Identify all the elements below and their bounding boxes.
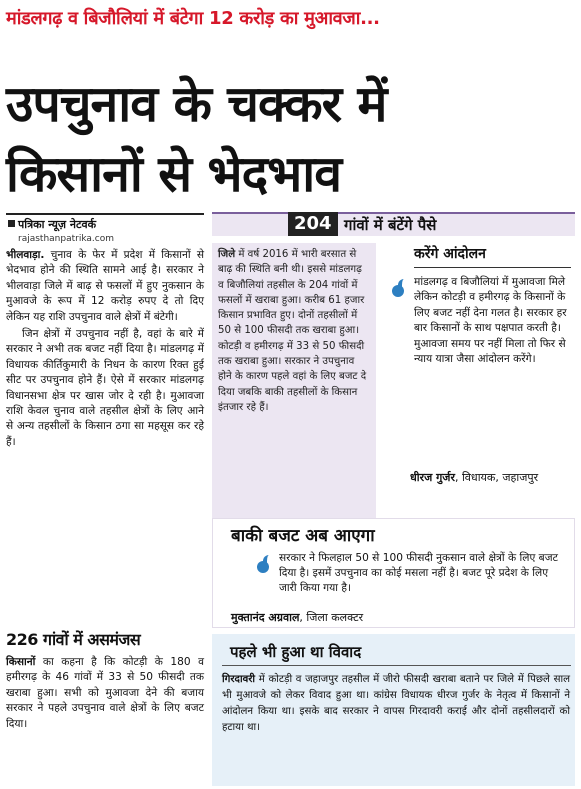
middle-story-box [212,243,376,535]
previous-body: में कोटड़ी व जहाजपुर तहसील में जीरो फीसदी खराबा बताने पर जिले में पिछले साल भी मुआवजे को लेकर विवाद हुआ था। कांग्रेस विधायक धीरज गुर्जर के नेतृत्व में किसानों ने आंदोलन किया था। इसके बाद सरकार ने वापस गिरदावरी कराई और दोनों तहसीलदारों को हटाया था। [222,674,570,733]
subheading-226-villages: 226 गांवों में असमंजस [6,630,141,649]
collector-quote-box [212,518,575,628]
kicker-headline: मांडलगढ़ व बिजौलियां में बंटेगा 12 करोड़ का मुआवजा... [6,8,380,29]
story-text-1: चुनाव के फेर में प्रदेश में किसानों से भेदभाव होने की स्थिति सामने आई है। सरकार ने भीलवाड़ा जिले में बाढ़ से फसलों में हुए नुकसान के मुआवजे के रूप में 12 करोड़ रुपए दे तो दिए लेकिन यह राशि उपचुनाव वाले क्षेत्रों में बंटेगी। [6,249,204,323]
previous-lead-word: गिरदावरी [222,674,256,685]
protest-quote-text: मांडलगढ़ व बिजौलियां में मुआवजा मिले लेकिन कोटड़ी व हमीरगढ़ के किसानों के लिए बजट नहीं देना गलत है। सरकार हर बार किसानों के साथ पक्षपात करती है। मुआवजा समय पर नहीं मिला तो फिर से न्याय यात्रा जैसा आंदोलन करेंगे। [414,276,567,366]
signature-role: , विधायक, जहाजपुर [454,471,539,484]
protest-signature [410,470,575,485]
byline-site: rajasthanpatrika.com [18,234,114,244]
story-paragraph-2: जिन क्षेत्रों में उपचुनाव नहीं है, वहां के बारे में सरकार ने अभी तक बजट नहीं दिया है। मांडलगढ़ में विधायक कीर्तिकुमारी के निधन के कारण रिक्त हुई सीट पर उपचुनाव होने हैं। ऐसे में सरकार मांडलगढ़ विधानसभा क्षेत्र पर खास जोर दे रही है। मुआवजा राशि केवल चुनाव वाले तहसील क्षेत्रों के लिए आने से अन्य तहसीलों के किसान ठगा सा महसूस कर रहे हैं। [6,328,204,448]
byline [6,213,204,244]
previous-dispute-box [212,634,575,786]
quote-icon [257,555,271,577]
divider [414,267,571,268]
villages-banner [212,212,575,236]
banner-number: 204 [288,212,338,236]
signature-role: , जिला कलक्टर [299,611,364,624]
story-column-main [6,248,204,452]
previous-dispute-heading: पहले भी हुआ था विवाद [230,643,362,661]
quote-icon [392,279,406,301]
collector-heading: बाकी बजट अब आएगा [231,526,375,546]
story-column-second [6,655,204,732]
story-paragraph-1 [6,248,204,325]
divider [222,665,571,666]
previous-dispute-text [222,672,570,736]
banner-text: गांवों में बंटेंगे पैसे [344,216,437,234]
story-text-2: का कहना है कि कोटड़ी के 180 व हमीरगढ़ के 46 गांवों में 33 से 50 फीसदी तक खराबा हुआ। सभी को मुआवजा देने की बजाय सरकार ने पहले उपचुनाव वाले क्षेत्रों के लिए बजट दिया। [6,656,204,730]
headline-line-2: किसानों से भेदभाव [6,145,342,203]
protest-heading: करेंगे आंदोलन [414,246,486,262]
collector-quote-text: सरकार ने फिलहाल 50 से 100 फीसदी नुकसान वाले क्षेत्रों के लिए बजट दिया है। इसमें उपचुनाव का कोई मसला नहीं है। बजट पूरे प्रदेश के लिए जारी किया गया है। [279,552,558,595]
byline-agency: पत्रिका न्यूज़ नेटवर्क [6,217,204,232]
dateline: भीलवाड़ा. [6,249,45,261]
headline-line-1: उपचुनाव के चक्कर में [6,75,387,133]
middle-text: में वर्ष 2016 में भारी बरसात से बाढ़ की स्थिति बनी थी। इससे मांडलगढ़ व बिजौलियां तहसील के 204 गांवों में फसलों में खराबा हुआ। करीब 61 हजार किसान प्रभावित हुए। दोनों तहसीलों में 50 से 100 फीसदी तक खराबा हुआ। कोटड़ी व हमीरगढ़ में 33 से 50 फीसदी तक खराबा हुआ। सरकार ने उपचुनाव होने के कारण पहले वहां के लिए बजट दे दिया जबकि बाकी तहसीलों के किसान इंतजार रहे हैं। [218,249,367,413]
signature-name: धीरज गुर्जर [410,471,455,484]
middle-lead-word: जिले [218,249,236,260]
signature-name: मुक्तानंद अग्रवाल [231,611,300,624]
collector-signature [231,610,363,625]
story-lead-word: किसानों [6,656,36,668]
